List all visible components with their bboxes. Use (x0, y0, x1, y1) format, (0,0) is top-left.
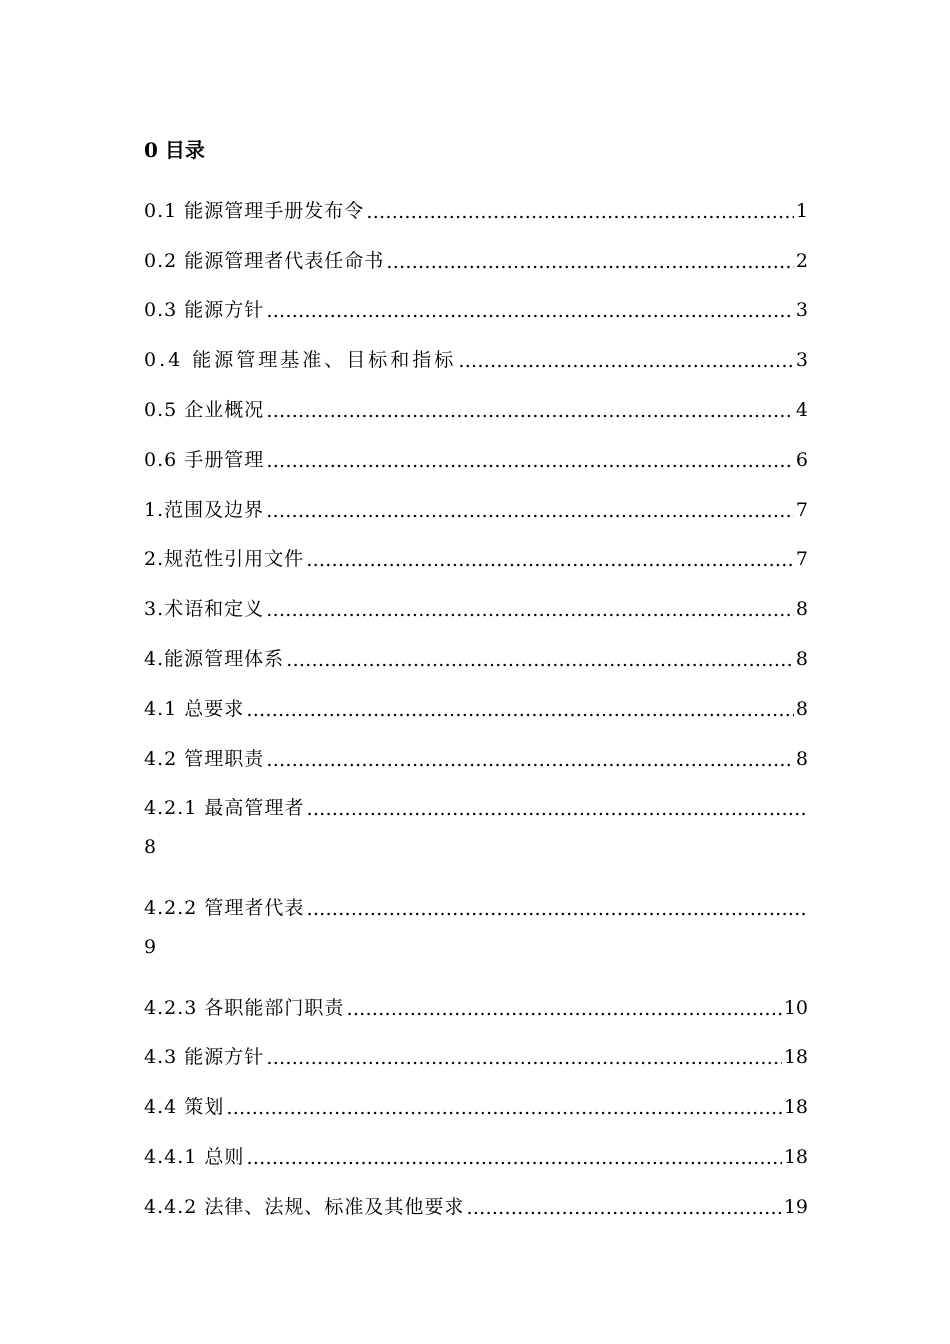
dot-leader (266, 1044, 782, 1072)
toc-entry-label: 2.规范性引用文件 (144, 548, 305, 571)
toc-entry-page: 19 (783, 1195, 808, 1218)
toc-entry-page: 2 (795, 249, 808, 272)
toc-entry-label: 4.2.2 管理者代表 (144, 897, 305, 920)
toc-entry[interactable] (144, 983, 808, 1033)
toc-entry-label: 0.1 能源管理手册发布令 (144, 199, 365, 222)
toc-entry[interactable] (144, 1132, 808, 1182)
toc-entry[interactable] (144, 535, 808, 585)
toc-entry[interactable] (144, 784, 808, 834)
toc-entry-page: 18 (783, 1146, 808, 1169)
dot-leader (266, 497, 794, 525)
dot-leader (386, 248, 794, 276)
dot-leader (306, 546, 794, 574)
dot-leader (306, 795, 808, 823)
toc-entry-label: 4.4 策划 (144, 1096, 225, 1119)
toc-entry-label: 4.4.1 总则 (144, 1146, 245, 1169)
dot-leader (266, 397, 794, 425)
dot-leader (306, 895, 808, 923)
toc-entry[interactable] (144, 883, 808, 933)
toc-entry-page: 3 (795, 349, 808, 372)
dot-leader (346, 995, 781, 1023)
toc-entry-label: 0.3 能源方针 (144, 299, 265, 322)
toc-entry-page: 9 (144, 935, 157, 958)
dot-leader (366, 198, 794, 226)
dot-leader (246, 1144, 781, 1172)
toc-entry-page: 6 (795, 448, 808, 471)
toc-entry-page-line (144, 833, 808, 883)
toc-entry-page: 3 (795, 299, 808, 322)
toc-entry[interactable] (144, 1033, 808, 1083)
toc-entry-page: 4 (795, 399, 808, 422)
toc-entry[interactable] (144, 435, 808, 485)
toc-entry-label: 4.能源管理体系 (144, 648, 285, 671)
dot-leader (266, 447, 794, 475)
dot-leader (266, 746, 794, 774)
toc-entry-label: 4.3 能源方针 (144, 1046, 265, 1069)
toc-entry-page-line (144, 933, 808, 983)
table-of-contents (144, 186, 808, 1232)
toc-entry-page: 18 (783, 1046, 808, 1069)
toc-entry[interactable] (144, 1082, 808, 1132)
toc-entry[interactable] (144, 634, 808, 684)
toc-entry-page: 10 (783, 996, 808, 1019)
toc-entry[interactable] (144, 1182, 808, 1232)
toc-entry[interactable] (144, 335, 808, 385)
toc-entry-page: 7 (795, 548, 808, 571)
dot-leader (266, 596, 794, 624)
dot-leader (266, 297, 794, 325)
toc-entry-page: 18 (783, 1096, 808, 1119)
toc-entry-page: 1 (795, 199, 808, 222)
dot-leader (458, 347, 794, 375)
toc-entry[interactable] (144, 236, 808, 286)
toc-entry-page: 8 (144, 836, 157, 859)
dot-leader (286, 646, 794, 674)
toc-entry[interactable] (144, 186, 808, 236)
toc-entry[interactable] (144, 485, 808, 535)
toc-title: 0 目录 (144, 138, 205, 162)
toc-entry[interactable] (144, 286, 808, 336)
toc-entry-label: 4.1 总要求 (144, 697, 245, 720)
dot-leader (246, 696, 794, 724)
dot-leader (466, 1194, 781, 1222)
toc-entry[interactable] (144, 684, 808, 734)
toc-entry[interactable] (144, 734, 808, 784)
toc-entry-page: 8 (795, 648, 808, 671)
toc-entry-label: 0.2 能源管理者代表任命书 (144, 249, 385, 272)
toc-entry-label: 4.4.2 法律、法规、标准及其他要求 (144, 1195, 465, 1218)
toc-entry-label: 1.范围及边界 (144, 498, 265, 521)
toc-entry-label: 4.2.3 各职能部门职责 (144, 996, 345, 1019)
toc-entry-page: 7 (795, 498, 808, 521)
toc-entry-page: 8 (795, 697, 808, 720)
dot-leader (226, 1094, 782, 1122)
toc-entry-page: 8 (795, 747, 808, 770)
toc-entry-label: 3.术语和定义 (144, 598, 265, 621)
toc-entry[interactable] (144, 385, 808, 435)
toc-entry-label: 0.4 能源管理基准、目标和指标 (144, 349, 457, 372)
toc-entry-label: 0.6 手册管理 (144, 448, 265, 471)
toc-entry-label: 4.2 管理职责 (144, 747, 265, 770)
toc-entry-label: 0.5 企业概况 (144, 399, 265, 422)
toc-entry-page: 8 (795, 598, 808, 621)
toc-entry[interactable] (144, 584, 808, 634)
toc-entry-label: 4.2.1 最高管理者 (144, 797, 305, 820)
